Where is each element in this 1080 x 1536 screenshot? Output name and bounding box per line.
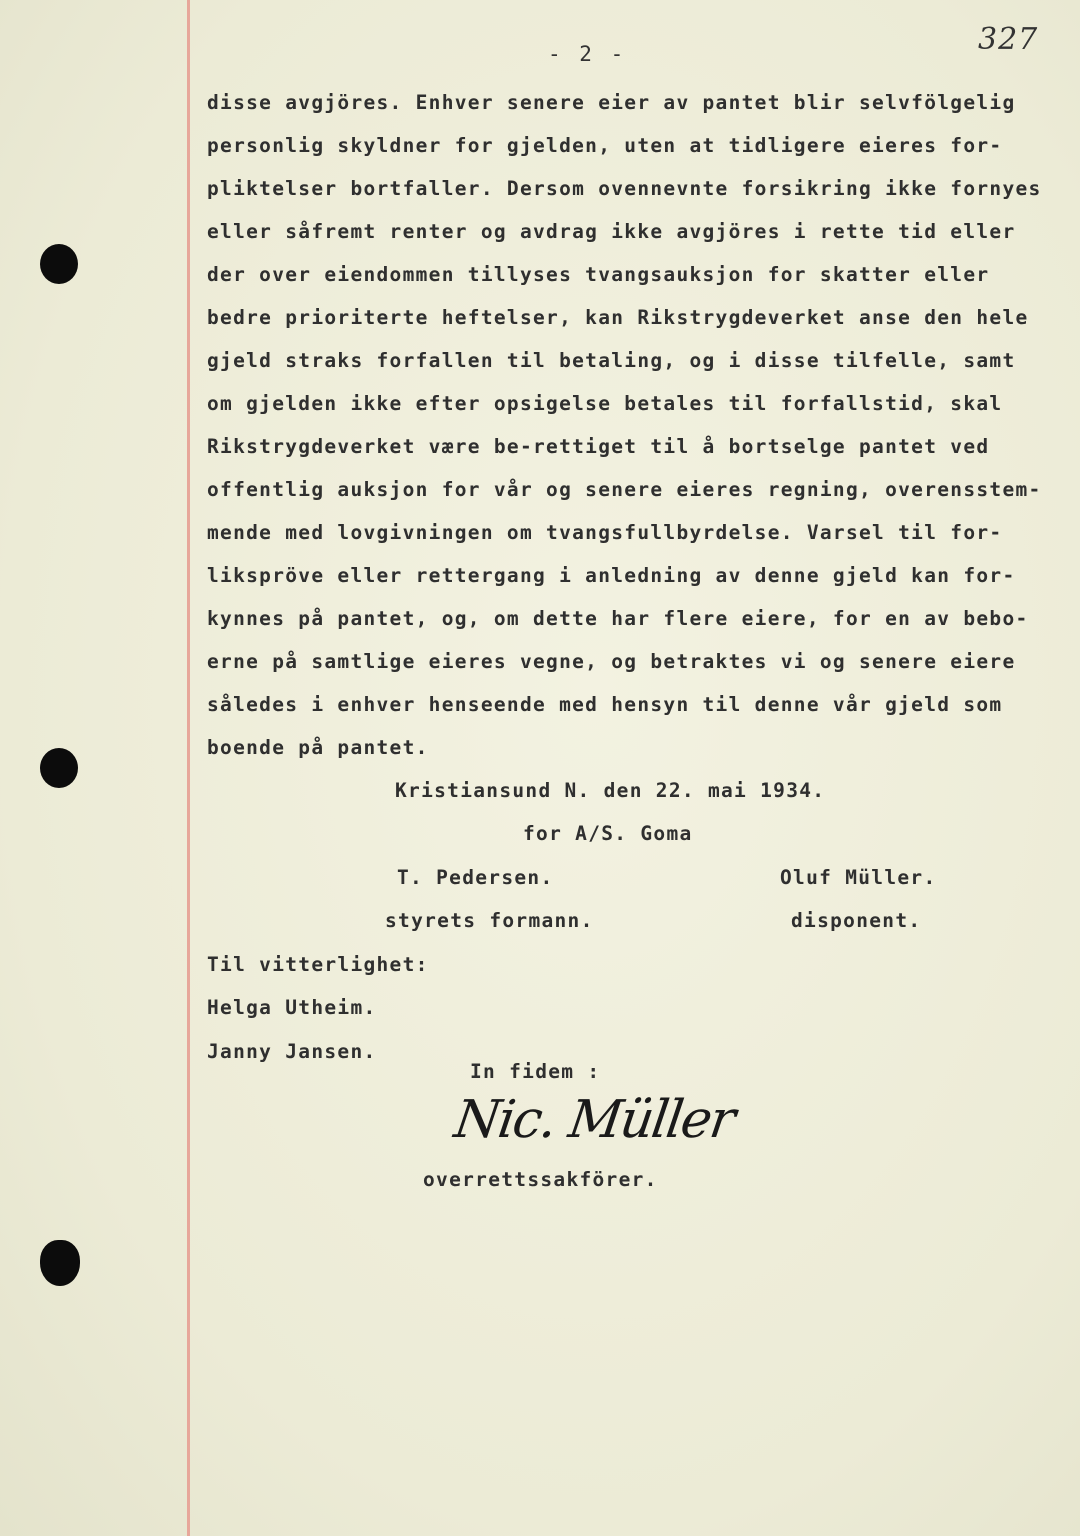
signatory-1-title: styrets formann. (385, 909, 594, 932)
in-fidem-stamp: In fidem : (470, 1060, 601, 1083)
body-text (207, 87, 1042, 775)
body-line: offentlig auksjon for vår og senere eieres regning, overensstem- (207, 478, 1042, 501)
margin-rule (187, 0, 190, 1536)
body-line: pliktelser bortfaller. Dersom ovennevnte forsikring ikke fornyes (207, 177, 1042, 200)
body-line: kynnes på pantet, og, om dette har flere eiere, for en av bebo- (207, 607, 1029, 630)
closing-title: overrettssakförer. (423, 1168, 658, 1191)
signatory-2-title: disponent. (791, 909, 922, 932)
signatory-2-name: Oluf Müller. (780, 866, 937, 889)
folio-number: 327 (978, 22, 1039, 57)
body-line: Rikstrygdeverket være be-rettiget til å bortselge pantet ved (207, 435, 990, 458)
body-line: likspröve eller rettergang i anledning av denne gjeld kan for- (207, 564, 1016, 587)
page-number: - 2 - (548, 42, 627, 66)
company-line: for A/S. Goma (523, 822, 693, 845)
body-line: mende med lovgivningen om tvangsfullbyrdelse. Varsel til for- (207, 521, 1003, 544)
witness-heading: Til vitterlighet: (207, 953, 429, 976)
punch-hole (40, 244, 78, 284)
body-line: der over eiendommen tillyses tvangsauksjon for skatter eller (207, 263, 990, 286)
body-line: disse avgjöres. Enhver senere eier av pantet blir selvfölgelig (207, 91, 1016, 114)
body-line: eller såfremt renter og avdrag ikke avgjöres i rette tid eller (207, 220, 1016, 243)
witness-name: Helga Utheim. (207, 996, 377, 1019)
body-line: om gjelden ikke efter opsigelse betales til forfallstid, skal (207, 392, 1003, 415)
handwritten-signature: Nic. Müller (450, 1090, 738, 1150)
punch-hole (40, 748, 78, 788)
body-line: således i enhver henseende med hensyn til denne vår gjeld som (207, 693, 1003, 716)
punch-hole (40, 1240, 80, 1286)
body-line: gjeld straks forfallen til betaling, og i disse tilfelle, samt (207, 349, 1016, 372)
body-line: bedre prioriterte heftelser, kan Rikstrygdeverket anse den hele (207, 306, 1029, 329)
body-line: boende på pantet. (207, 736, 429, 759)
body-line: erne på samtlige eieres vegne, og betraktes vi og senere eiere (207, 650, 1016, 673)
witness-name: Janny Jansen. (207, 1040, 377, 1063)
signatory-1-name: T. Pedersen. (397, 866, 554, 889)
body-line: personlig skyldner for gjelden, uten at tidligere eieres for- (207, 134, 1003, 157)
place-date: Kristiansund N. den 22. mai 1934. (395, 779, 826, 802)
